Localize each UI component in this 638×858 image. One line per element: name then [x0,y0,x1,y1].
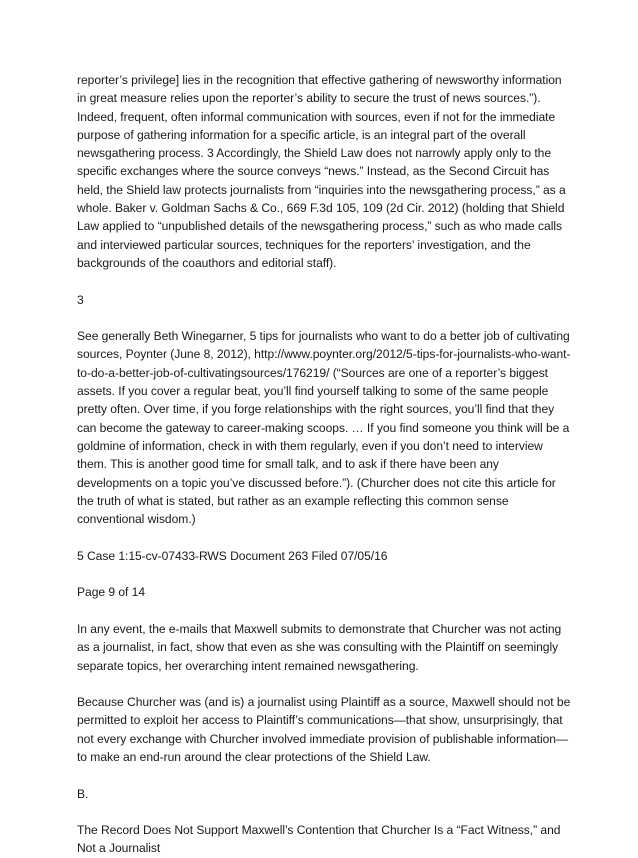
paragraph-shield-law: reporter’s privilege] lies in the recognition that effective gathering of newsworthy information in great measure relies upon the reporter’s ability to secure the trust of news sources.”). Indeed, frequent, often informal communication with sources, even if not for the immediate purpose of gathering information for a specific article, is an integral part of the overall newsgathering process. 3 Accordingly, the Shield Law does not narrowly apply only to the specific exchanges where the source conveys “news.” Instead, as the Second Circuit has held, the Shield law protects journalists from “inquiries into the newsgathering process,” as a whole. Baker v. Goldman Sachs & Co., 669 F.3d 105, 109 (2d Cir. 2012) (holding that Shield Law applied to “unpublished details of the newsgathering process,” such as who made calls and interviewed particular sources, techniques for the reporters’ investigation, and the backgrounds of the coauthors and editorial staff). [77,73,566,270]
section-heading: The Record Does Not Support Maxwell’s Contention that Churcher Is a “Fact Witness,” and Not a Journalist [77,823,561,856]
paragraph-source: Because Churcher was (and is) a journalist using Plaintiff as a source, Maxwell should not be permitted to exploit her access to Plaintiff’s communications—that show, unsurprisingly, that not every exchange with Churcher involved immediate provision of publishable information—to make an end-run around the clear protections of the Shield Law. [77,695,571,764]
footnote-marker: 3 [77,292,84,307]
section-letter: B. [77,786,89,801]
paragraph-emails: In any event, the e-mails that Maxwell submits to demonstrate that Churcher was not acting as a journalist, in fact, show that even as she was consulting with the Plaintiff on seemingly separate topics, her overarching intent remained newsgathering. [77,621,562,673]
case-header: 5 Case 1:15-cv-07433-RWS Document 263 Filed 07/05/16 [77,548,388,563]
paragraph-footnote-text: See generally Beth Winegarner, 5 tips for journalists who want to do a better job of cultivating sources, Poynter (June 8, 2012), http://www.poynter.org/2012/5-tips-for-journalists-who-want-to-do-a-better-job-of-cultivatingsources/176219/ (“Sources are one of a reporter’s biggest assets. If you cover a regular beat, you’ll find yourself talking to some of the same people pretty often. Over time, if you forge relationships with the right sources, you’ll find that they can become the gateway to career-making scoops. … If you find someone you think will be a goldmine of information, check in with them regularly, even if you don’t need to interview them. This is another good time for small talk, and to ask if there have been any developments on a topic you’ve discussed before.”). (Churcher does not cite this article for the truth of what is stated, but rather as an example reflecting this common sense conventional wisdom.) [77,329,571,527]
page-label: Page 9 of 14 [77,585,145,600]
